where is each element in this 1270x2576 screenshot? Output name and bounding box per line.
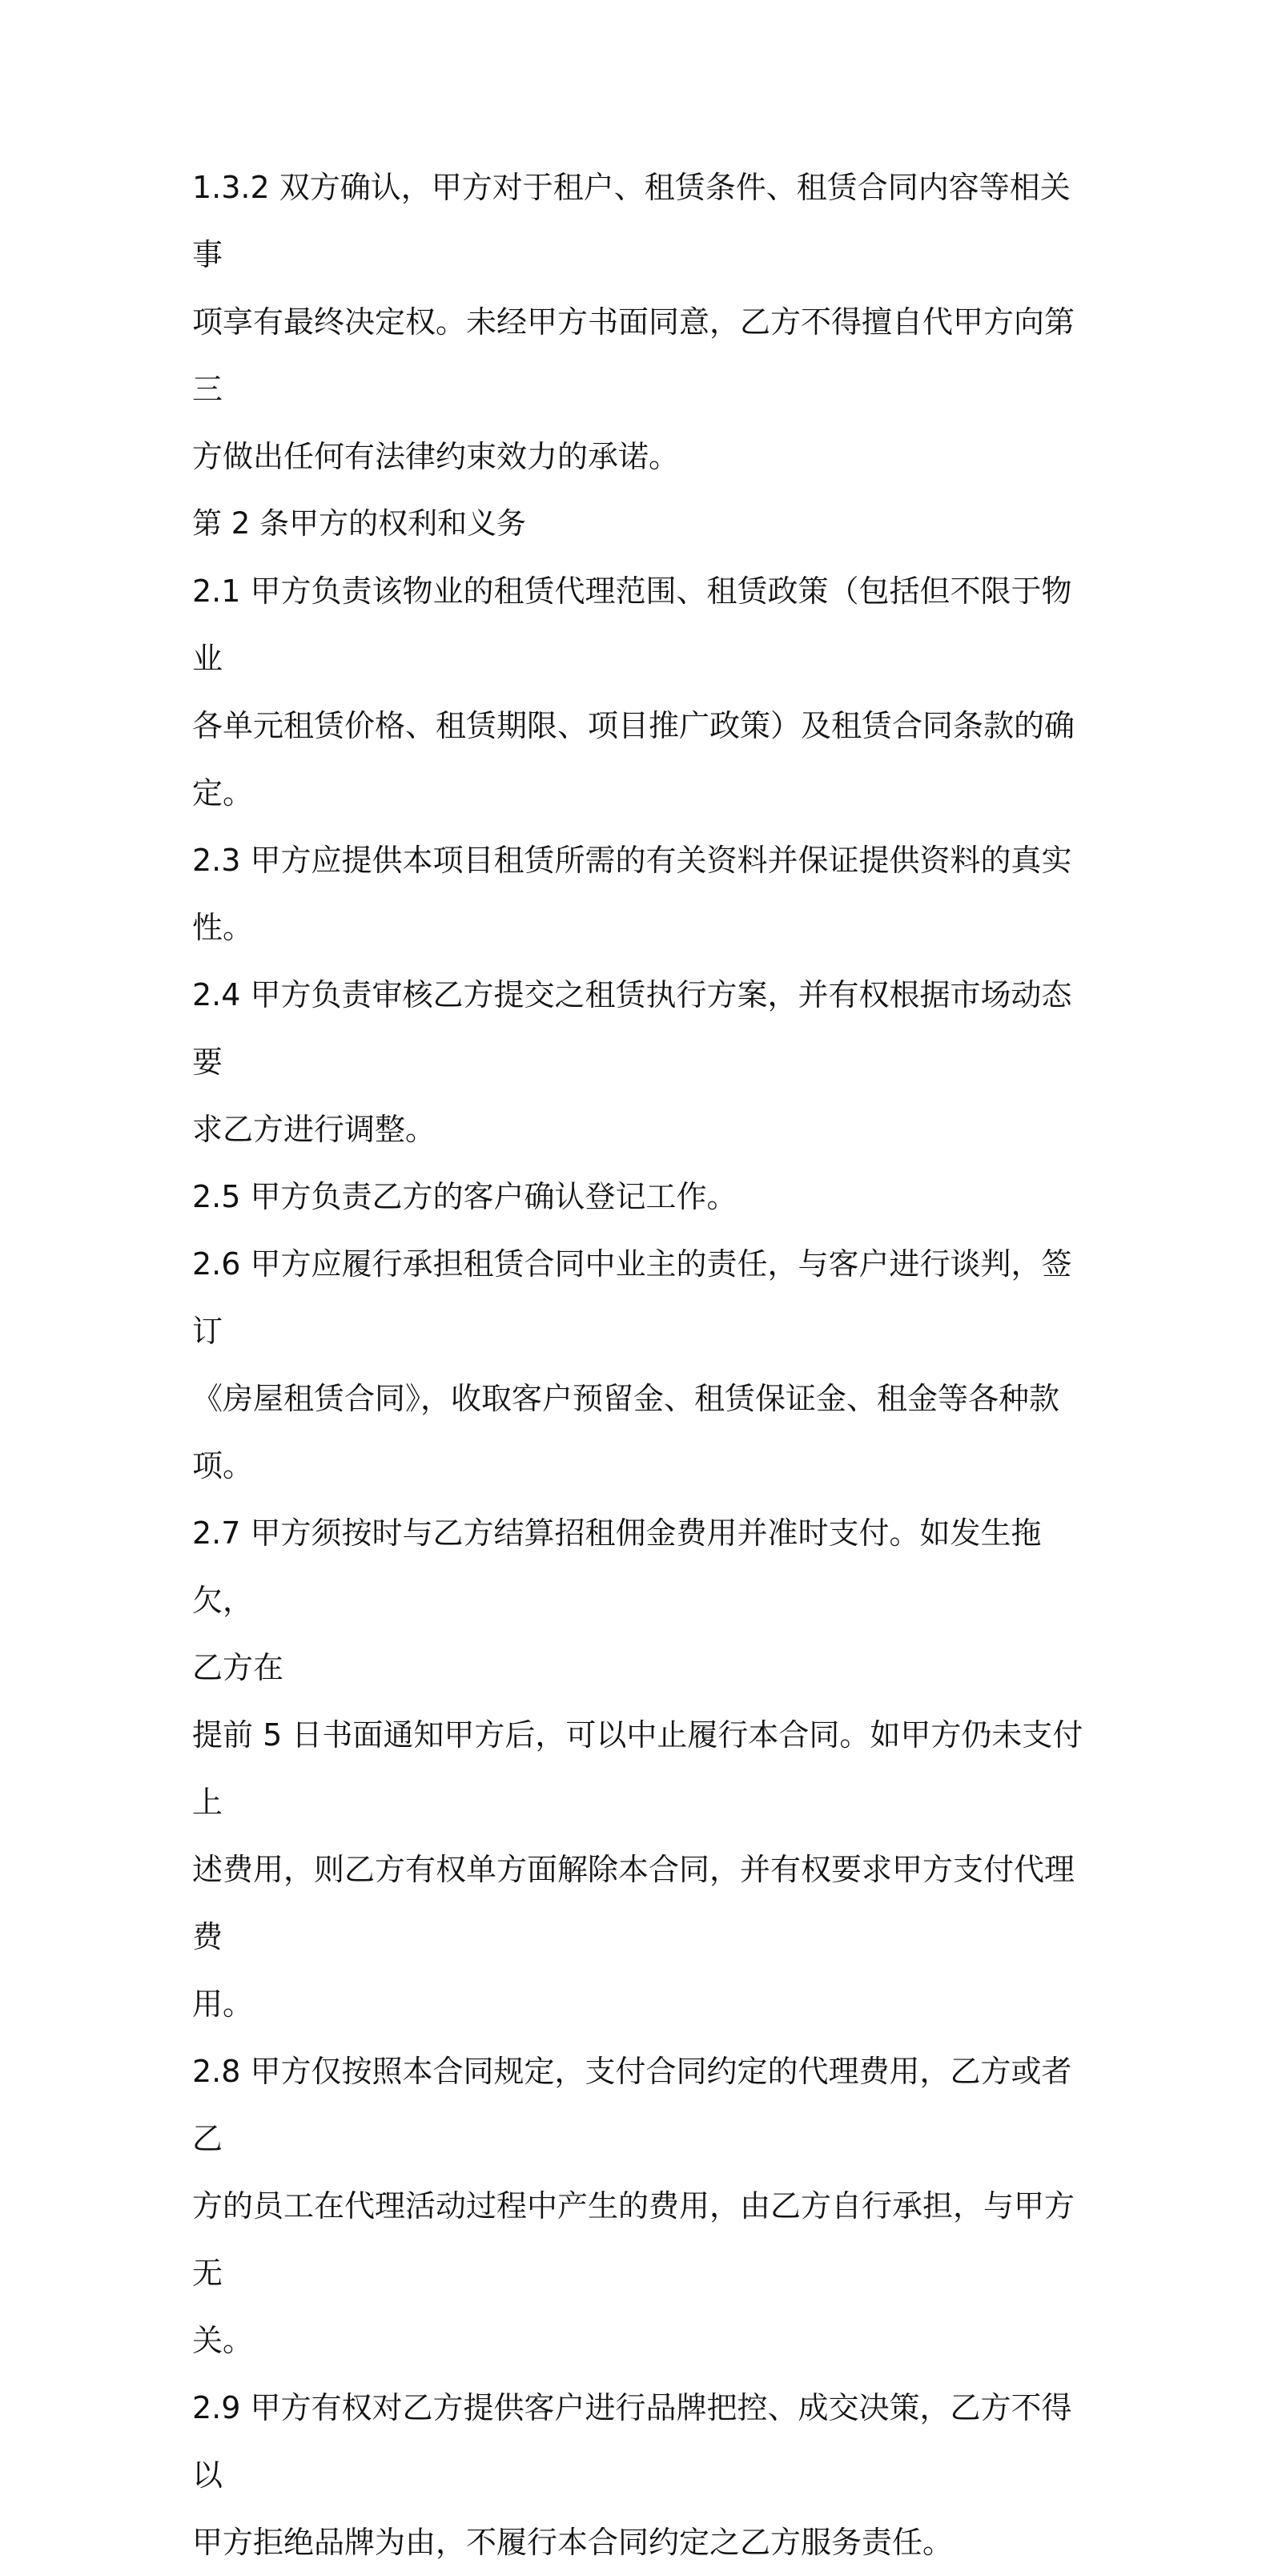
document-body xyxy=(192,154,1097,2576)
clause-2-8: 2.8 甲方仅按照本合同规定，支付合同约定的代理费用，乙方或者乙 方的员工在代理活动过程中产生的费用，由乙方自行承担，与甲方无 关。 xyxy=(192,2054,1075,2358)
clause-2-7-continued: 提前 5 日书面通知甲方后，可以中止履行本合同。如甲方仍未支付上 述费用，则乙方有权单方面解除本合同，并有权要求甲方支付代理费 用。 xyxy=(192,1717,1083,2022)
clause-2-7: 2.7 甲方须按时与乙方结算招租佣金费用并准时支付。如发生拖欠， 乙方在 xyxy=(192,1515,1042,1685)
clause-2-4: 2.4 甲方负责审核乙方提交之租赁执行方案，并有权根据市场动态要 求乙方进行调整。 xyxy=(192,977,1072,1147)
clause-2-3: 2.3 甲方应提供本项目租赁所需的有关资料并保证提供资料的真实性。 xyxy=(192,843,1072,945)
section-heading-article-2: 第 2 条甲方的权利和义务 xyxy=(192,506,527,541)
clause-2-1: 2.1 甲方负责该物业的租赁代理范围、租赁政策（包括但不限于物业 各单元租赁价格、租赁期限、项目推广政策）及租赁合同条款的确定。 xyxy=(192,574,1075,811)
clause-1-3-2: 1.3.2 双方确认，甲方对于租户、租赁条件、租赁合同内容等相关事 项享有最终决定权。未经甲方书面同意，乙方不得擅自代甲方向第三 方做出任何有法律约束效力的承诺。 xyxy=(192,170,1075,474)
clause-2-6: 2.6 甲方应履行承担租赁合同中业主的责任，与客户进行谈判，签订 《房屋租赁合同》，收取客户预留金、租赁保证金、租金等各种款项。 xyxy=(192,1246,1072,1483)
clause-2-9: 2.9 甲方有权对乙方提供客户进行品牌把控、成交决策，乙方不得以 甲方拒绝品牌为由，不履行本合同约定之乙方服务责任。 xyxy=(192,2390,1072,2560)
clause-2-5: 2.5 甲方负责乙方的客户确认登记工作。 xyxy=(192,1179,737,1214)
